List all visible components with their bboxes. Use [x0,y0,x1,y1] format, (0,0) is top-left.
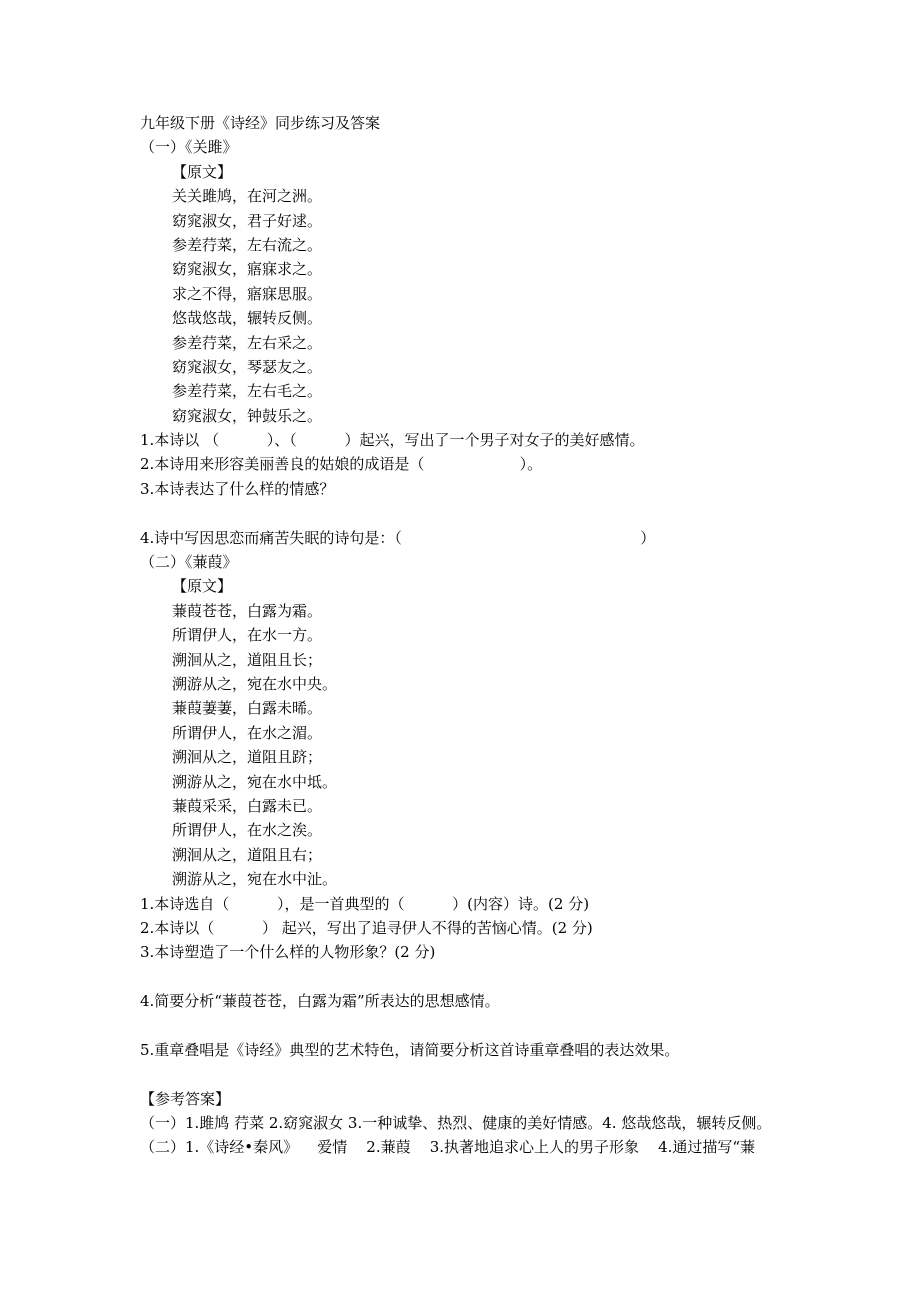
verse-line: 所谓伊人，在水一方。 [172,626,323,645]
verse-line: 溯游从之，宛在水中坻。 [172,772,338,791]
verse-line: 窈窕淑女，钟鼓乐之。 [172,406,323,425]
question-4: 4.简要分析“蒹葭苍苍，白露为霜”所表达的思想感情。 [140,992,500,1011]
question-4: 4.诗中写因思恋而痛苦失眠的诗句是：（ ） [140,528,656,547]
question-3: 3.本诗塑造了一个什么样的人物形象？(2 分) [140,943,436,962]
answer-space [140,965,790,989]
verse-line: 溯洄从之，道阻且右； [172,845,323,864]
verse-line: 溯洄从之，道阻且长； [172,650,323,669]
question-3: 3.本诗表达了什么样的情感？ [140,479,335,498]
answer-space [140,501,790,525]
document-content [140,111,790,1160]
verse-line: 所谓伊人，在水之涘。 [172,821,323,840]
verse-line: 蒹葭萋萋，白露未晞。 [172,699,323,718]
verse-line: 溯洄从之，道阻且跻； [172,748,323,767]
section2-yuanwen-label: 【原文】 [172,577,233,596]
question-2: 2.本诗用来形容美丽善良的姑娘的成语是（ ）。 [140,455,543,474]
verse-line: 悠哉悠哉，辗转反侧。 [172,309,323,328]
answers-heading: 【参考答案】 [140,1089,231,1108]
section1-yuanwen-label: 【原文】 [172,162,233,181]
verse-line: 所谓伊人，在水之湄。 [172,723,323,742]
question-1: 1.本诗选自（ ），是一首典型的（ ）(内容）诗。(2 分) [140,894,590,913]
verse-line: 窈窕淑女，琴瑟友之。 [172,357,323,376]
section2-heading: （二）《蒹葭》 [140,553,238,572]
document-title: 九年级下册《诗经》同步练习及答案 [140,114,381,132]
verse-line: 参差荇菜，左右采之。 [172,333,323,352]
verse-line: 蒹葭苍苍，白露为霜。 [172,601,323,620]
question-1: 1.本诗以 （ ）、（ ）起兴，写出了一个男子对女子的美好感情。 [140,431,645,450]
verse-line: 关关雎鸠，在河之洲。 [172,187,323,206]
section1-heading: （一）《关雎》 [140,138,238,157]
verse-line: 溯游从之，宛在水中沚。 [172,870,338,889]
verse-line: 窈窕淑女，寤寐求之。 [172,260,323,279]
verse-line: 溯游从之，宛在水中央。 [172,674,338,693]
verse-line: 蒹葭采采，白露未已。 [172,796,323,815]
verse-line: 求之不得，寤寐思服。 [172,284,323,303]
question-5: 5.重章叠唱是《诗经》典型的艺术特色，请简要分析这首诗重章叠唱的表达效果。 [140,1040,680,1059]
verse-line: 参差荇菜，左右毛之。 [172,382,323,401]
answer-space [140,1062,790,1086]
answer-section1: （一）1.雎鸠 荇菜 2.窈窕淑女 3.一种诚挚、热烈、健康的美好情感。4. 悠哉悠哉，辗转反侧。 [140,1114,772,1133]
answer-section2: （二）1.《诗经•秦风》 爱情 2.蒹葭 3.执著地追求心上人的男子形象 4.通过描写“蒹 [140,1138,756,1157]
question-2: 2.本诗以（ ） 起兴，写出了追寻伊人不得的苦恼心情。(2 分) [140,918,593,937]
verse-line: 窈窕淑女，君子好逑。 [172,211,323,230]
answer-space [140,1013,790,1037]
verse-line: 参差荇菜，左右流之。 [172,235,323,254]
